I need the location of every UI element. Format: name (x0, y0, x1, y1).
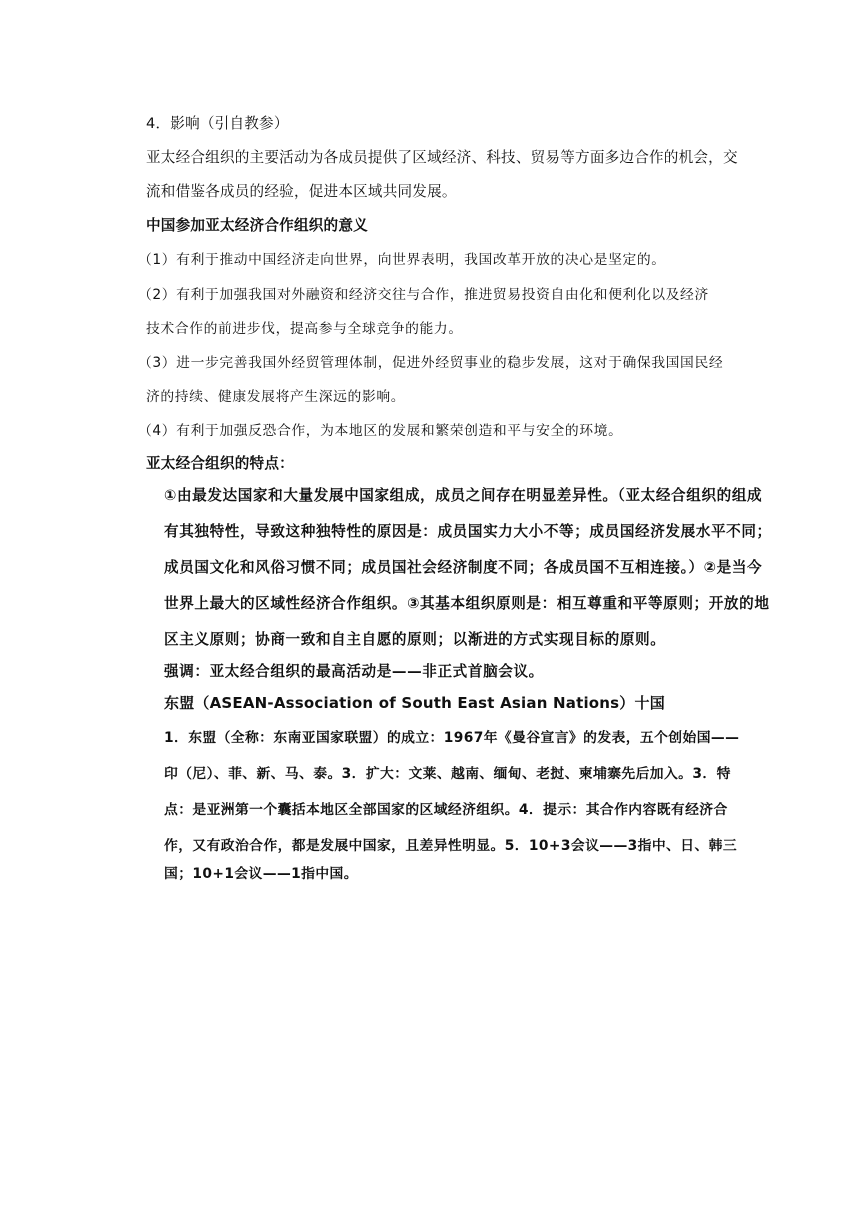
asean-line: 国；10+1会议——1指中国。 (164, 866, 358, 882)
heading-significance: 中国参加亚太经济合作组织的意义 (146, 217, 368, 234)
heading-asean: 东盟（ASEAN-Association of South East Asian Nations）十国 (164, 694, 665, 712)
asean-line: 点：是亚洲第一个囊括本地区全部国家的区域经济组织。4．提示：其合作内容既有经济合 (164, 802, 728, 818)
features-line: 成员国文化和风俗习惯不同；成员国社会经济制度不同；各成员国不互相连接。）②是当今 (164, 559, 763, 576)
section-title: 4．影响（引自教参） (146, 115, 289, 132)
features-line: 区主义原则；协商一致和自主自愿的原则；以渐进的方式实现目标的原则。 (164, 631, 666, 648)
asean-line: 1．东盟（全称：东南亚国家联盟）的成立：1967年《曼谷宣言》的发表，五个创始国—— (164, 730, 740, 746)
paragraph-line: 亚太经合组织的主要活动为各成员提供了区域经济、科技、贸易等方面多边合作的机会，交 (146, 149, 738, 166)
asean-line: 作，又有政治合作，都是发展中国家，且差异性明显。5．10+3会议——3指中、日、韩三 (164, 838, 738, 854)
heading-features: 亚太经合组织的特点： (146, 455, 294, 472)
features-line: 世界上最大的区域性经济合作组织。③其基本组织原则是：相互尊重和平等原则；开放的地 (164, 595, 770, 612)
emphasis-line: 强调：亚太经合组织的最高活动是——非正式首脑会议。 (164, 663, 544, 680)
paragraph-line: 流和借鉴各成员的经验，促进本区域共同发展。 (146, 183, 457, 200)
significance-item: 技术合作的前进步伐，提高参与全球竞争的能力。 (146, 321, 463, 337)
significance-item: （4）有利于加强反恐合作，为本地区的发展和繁荣创造和平与安全的环境。 (138, 423, 623, 439)
significance-item: （1）有利于推动中国经济走向世界，向世界表明，我国改革开放的决心是坚定的。 (138, 252, 666, 268)
features-line: ①由最发达国家和大量发展中国家组成，成员之间存在明显差异性。（亚太经合组织的组成 (164, 487, 763, 504)
features-line: 有其独特性，导致这种独特性的原因是：成员国实力大小不等；成员国经济发展水平不同； (164, 523, 772, 540)
asean-line: 印（尼）、菲、新、马、泰。3．扩大：文莱、越南、缅甸、老挝、柬埔寨先后加入。3．特 (164, 766, 731, 782)
significance-item: （3）进一步完善我国外经贸管理体制，促进外经贸事业的稳步发展，这对于确保我国国民经 (138, 355, 724, 371)
significance-item: （2）有利于加强我国对外融资和经济交往与合作，推进贸易投资自由化和便利化以及经济 (138, 287, 709, 303)
significance-item: 济的持续、健康发展将产生深远的影响。 (146, 389, 406, 405)
